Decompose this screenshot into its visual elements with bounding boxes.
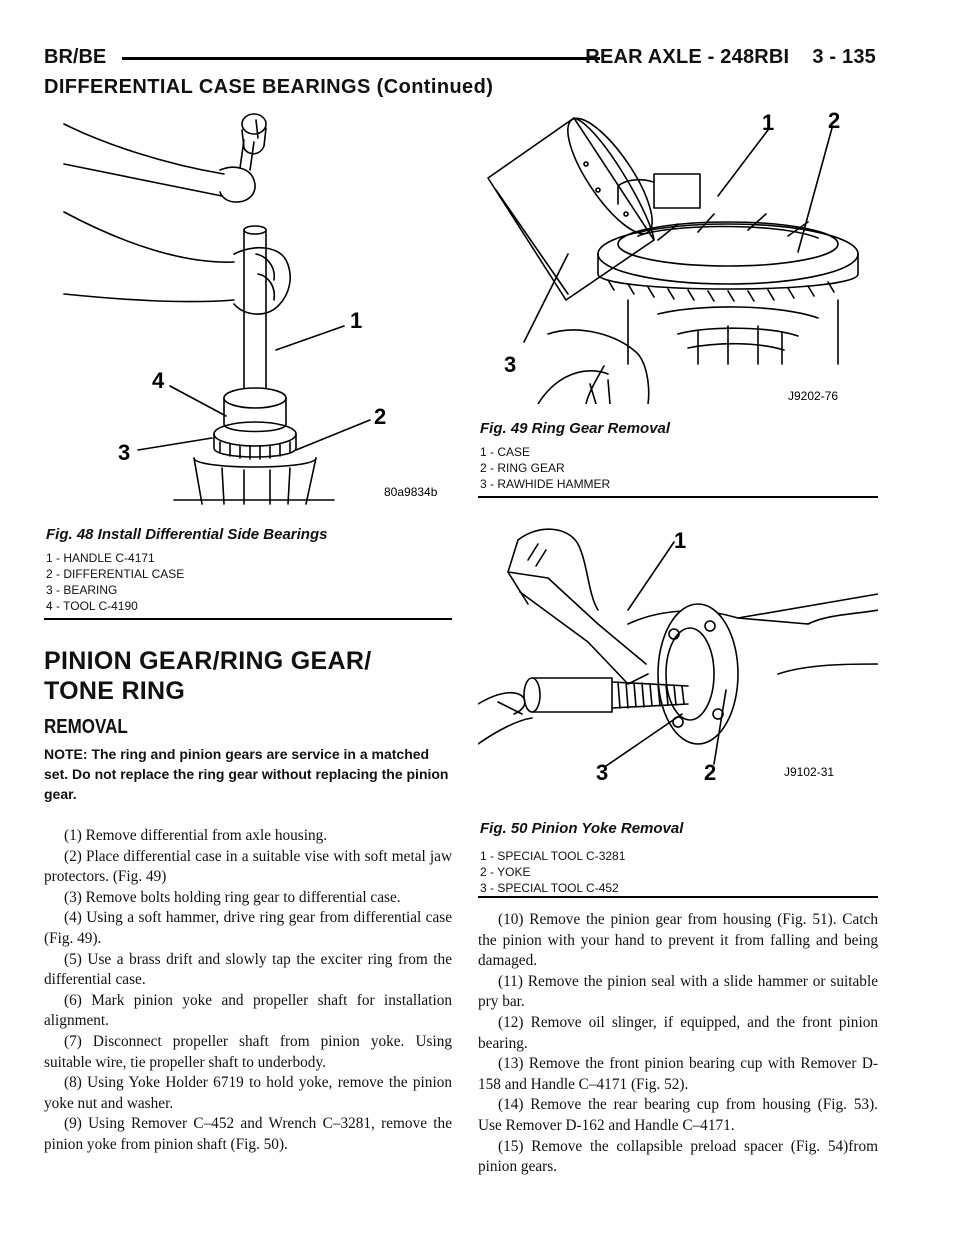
step-paragraph: (15) Remove the collapsible preload spacer (Fig. 54)from pinion gears.	[478, 1137, 878, 1176]
figure-49	[478, 104, 878, 502]
fig49-legend	[480, 444, 610, 492]
note-text: NOTE: The ring and pinion gears are service in a matched set. Do not replace the ring gear without replacing the pinion gear.	[44, 746, 449, 802]
fig50-legend-item: 3 - SPECIAL TOOL C-452	[480, 881, 619, 895]
page-header	[44, 44, 876, 72]
fig48-legend-item: 1 - HANDLE C-4171	[46, 551, 155, 565]
section-heading	[44, 646, 371, 706]
fig49-callout-3: 3	[504, 352, 517, 377]
header-rule	[122, 57, 600, 60]
fig48-callout-2: 2	[374, 404, 387, 429]
step-paragraph: (8) Using Yoke Holder 6719 to hold yoke, remove the pinion yoke nut and washer.	[44, 1074, 452, 1112]
fig50-legend	[480, 848, 625, 896]
figure-48	[44, 104, 452, 624]
fig49-caption: Fig. 49 Ring Gear Removal	[480, 420, 671, 437]
fig50-caption: Fig. 50 Pinion Yoke Removal	[480, 820, 684, 837]
fig49-callout-1: 1	[762, 110, 775, 135]
fig48-callout-1: 1	[350, 308, 363, 333]
fig48-legend-item: 4 - TOOL C-4190	[46, 599, 138, 613]
step-paragraph: (2) Place differential case in a suitable vise with soft metal jaw protectors. (Fig. 49)	[44, 847, 452, 886]
step-paragraph: (13) Remove the front pinion bearing cup with Remover D-158 and Handle C–4171 (Fig. 52).	[478, 1055, 878, 1093]
step-paragraph: (14) Remove the rear bearing cup from housing (Fig. 53). Use Remover D-162 and Handle C–4171.	[478, 1096, 878, 1134]
fig48-legend-item: 2 - DIFFERENTIAL CASE	[46, 567, 185, 581]
fig50-illustration	[478, 514, 878, 804]
fig49-rule	[478, 496, 878, 498]
fig49-legend-item: 2 - RING GEAR	[480, 461, 565, 475]
fig50-legend-item: 2 - YOKE	[480, 865, 531, 879]
fig50-code: J9102-31	[784, 765, 835, 779]
section-heading-line1: PINION GEAR/RING GEAR/	[44, 647, 372, 675]
step-paragraph: (7) Disconnect propeller shaft from pinion yoke. Using suitable wire, tie propeller shaft to underbody.	[44, 1032, 452, 1071]
steps-column-2	[478, 910, 878, 1178]
step-paragraph: (4) Using a soft hammer, drive ring gear from differential case (Fig. 49).	[44, 909, 452, 947]
fig48-callout-4: 4	[152, 368, 165, 393]
fig48-illustration	[44, 104, 452, 508]
step-paragraph: (6) Mark pinion yoke and propeller shaft for installation alignment.	[44, 991, 452, 1030]
figure-50	[478, 514, 878, 900]
subsection-heading: REMOVAL	[44, 716, 128, 738]
step-paragraph: (9) Using Remover C–452 and Wrench C–3281, remove the pinion yoke from pinion shaft (Fig. 50).	[44, 1115, 452, 1153]
fig49-code: J9202-76	[788, 389, 839, 403]
section-heading-line2: TONE RING	[44, 677, 186, 705]
step-paragraph: (10) Remove the pinion gear from housing (Fig. 51). Catch the pinion with your hand to prevent it from falling and being damaged.	[478, 911, 878, 970]
fig50-callout-3: 3	[596, 760, 609, 785]
fig48-legend-item: 3 - BEARING	[46, 583, 118, 597]
fig49-legend-item: 3 - RAWHIDE HAMMER	[480, 477, 611, 491]
section-continued-title: DIFFERENTIAL CASE BEARINGS (Continued)	[44, 76, 494, 98]
header-section-page: REAR AXLE - 248RBI 3 - 135	[585, 46, 876, 68]
fig49-legend-item: 1 - CASE	[480, 445, 531, 459]
step-paragraph: (11) Remove the pinion seal with a slide hammer or suitable pry bar.	[478, 972, 878, 1011]
fig48-legend	[46, 550, 184, 614]
fig48-rule	[44, 618, 452, 620]
fig48-caption: Fig. 48 Install Differential Side Bearings	[46, 526, 328, 543]
fig50-legend-item: 1 - SPECIAL TOOL C-3281	[480, 849, 626, 863]
step-paragraph: (1) Remove differential from axle housing.	[64, 827, 328, 844]
fig50-rule	[478, 896, 878, 898]
fig50-callout-2: 2	[704, 760, 717, 785]
step-paragraph: (3) Remove bolts holding ring gear to differential case.	[64, 888, 401, 906]
step-paragraph: (5) Use a brass drift and slowly tap the exciter ring from the differential case.	[44, 950, 452, 989]
steps-column-1	[44, 826, 452, 1156]
fig49-illustration	[478, 104, 878, 404]
fig49-callout-2: 2	[828, 108, 841, 133]
fig48-callout-3: 3	[118, 440, 131, 465]
step-paragraph: (12) Remove oil slinger, if equipped, and the front pinion bearing.	[478, 1013, 878, 1052]
fig48-code: 80a9834b	[384, 485, 438, 499]
fig50-callout-1: 1	[674, 528, 687, 553]
header-model: BR/BE	[44, 46, 107, 68]
